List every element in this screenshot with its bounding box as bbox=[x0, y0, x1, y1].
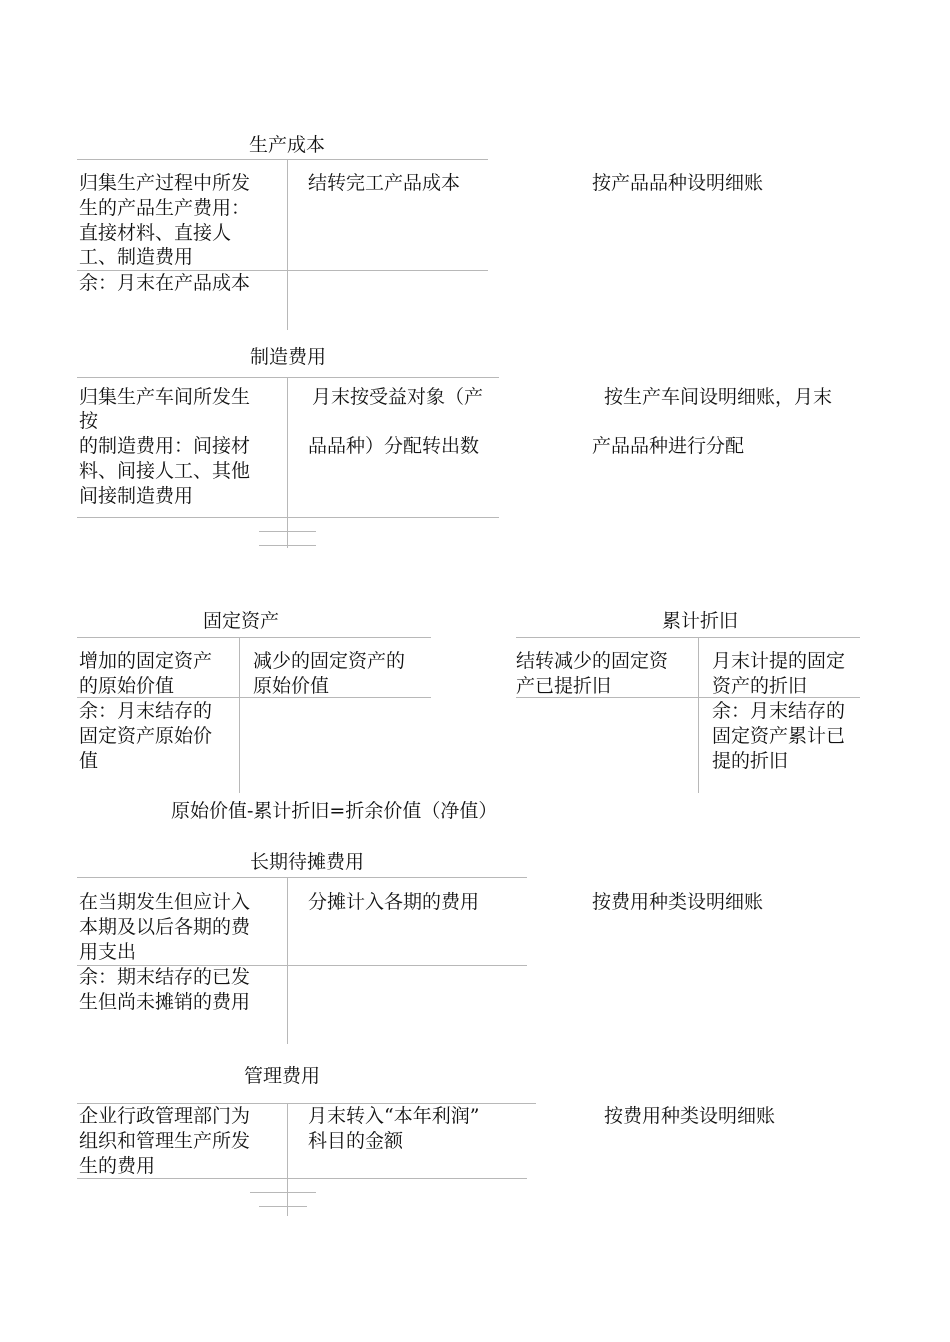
t-account-top-line bbox=[77, 877, 527, 878]
account-title: 制造费用 bbox=[250, 346, 327, 368]
debit-line: 生的费用 bbox=[79, 1155, 156, 1177]
closing-line bbox=[250, 1192, 316, 1193]
ledger-note: 产品品种进行分配 bbox=[592, 435, 745, 457]
balance-line: 余：月末在产品成本 bbox=[79, 272, 251, 294]
balance-line: 固定资产原始价 bbox=[79, 725, 213, 747]
account-title: 生产成本 bbox=[249, 134, 326, 156]
debit-line: 归集生产过程中所发 bbox=[79, 172, 251, 194]
debit-line: 用支出 bbox=[79, 941, 137, 963]
debit-line: 增加的固定资产 bbox=[79, 650, 213, 672]
balance-line: 余：月末结存的 bbox=[712, 700, 846, 722]
credit-line: 减少的固定资产的 bbox=[253, 650, 406, 672]
ledger-note: 按产品品种设明细账 bbox=[592, 172, 764, 194]
credit-line: 结转完工产品成本 bbox=[308, 172, 461, 194]
t-account-top-line bbox=[516, 637, 860, 638]
ledger-note: 按费用种类设明细账 bbox=[604, 1105, 776, 1127]
debit-line: 按 bbox=[79, 410, 99, 432]
debit-line: 的原始价值 bbox=[79, 675, 175, 697]
credit-line: 月末转入“本年利润” bbox=[308, 1105, 480, 1127]
account-title: 长期待摊费用 bbox=[250, 851, 365, 873]
balance-line: 余：期末结存的已发 bbox=[79, 966, 251, 988]
balance-line: 提的折旧 bbox=[712, 750, 789, 772]
credit-line: 原始价值 bbox=[253, 675, 330, 697]
t-account-top-line bbox=[77, 637, 431, 638]
debit-line: 料、间接人工、其他 bbox=[79, 460, 251, 482]
closing-line bbox=[259, 531, 316, 532]
credit-line: 科目的金额 bbox=[308, 1130, 404, 1152]
credit-line: 品品种）分配转出数 bbox=[308, 435, 480, 457]
t-account-bottom-line bbox=[77, 1178, 527, 1179]
t-account-divider bbox=[287, 159, 288, 330]
debit-line: 结转减少的固定资 bbox=[516, 650, 669, 672]
t-account-divider bbox=[698, 637, 699, 793]
debit-line: 组织和管理生产所发 bbox=[79, 1130, 251, 1152]
t-account-divider bbox=[287, 877, 288, 1044]
t-account-divider bbox=[287, 377, 288, 548]
debit-line: 直接材料、直接人 bbox=[79, 222, 232, 244]
debit-line: 在当期发生但应计入 bbox=[79, 891, 251, 913]
closing-line bbox=[259, 1206, 307, 1207]
t-account-divider bbox=[239, 637, 240, 793]
debit-line: 本期及以后各期的费 bbox=[79, 916, 251, 938]
debit-line: 归集生产车间所发生 bbox=[79, 386, 251, 408]
debit-line: 的制造费用：间接材 bbox=[79, 435, 251, 457]
debit-line: 间接制造费用 bbox=[79, 485, 194, 507]
credit-line: 月末按受益对象（产 bbox=[312, 386, 484, 408]
credit-line: 资产的折旧 bbox=[712, 675, 808, 697]
net-value-formula: 原始价值-累计折旧=折余价值（净值） bbox=[171, 800, 498, 822]
credit-line: 月末计提的固定 bbox=[712, 650, 846, 672]
t-account-top-line bbox=[77, 377, 499, 378]
debit-line: 产已提折旧 bbox=[516, 675, 612, 697]
ledger-note: 按生产车间设明细账，月末 bbox=[604, 386, 833, 408]
account-title: 管理费用 bbox=[244, 1065, 321, 1087]
balance-line: 固定资产累计已 bbox=[712, 725, 846, 747]
t-account-bottom-line bbox=[77, 517, 499, 518]
debit-line: 生的产品生产费用： bbox=[79, 197, 251, 219]
balance-line: 值 bbox=[79, 750, 99, 772]
balance-line: 余：月末结存的 bbox=[79, 700, 213, 722]
account-title: 固定资产 bbox=[203, 610, 280, 632]
t-account-top-line bbox=[77, 159, 488, 160]
debit-line: 工、制造费用 bbox=[79, 246, 194, 268]
credit-line: 分摊计入各期的费用 bbox=[308, 891, 480, 913]
t-account-divider bbox=[287, 1103, 288, 1216]
debit-line: 企业行政管理部门为 bbox=[79, 1105, 251, 1127]
balance-line: 生但尚未摊销的费用 bbox=[79, 991, 251, 1013]
account-title: 累计折旧 bbox=[662, 610, 739, 632]
closing-line bbox=[259, 545, 316, 546]
ledger-note: 按费用种类设明细账 bbox=[592, 891, 764, 913]
